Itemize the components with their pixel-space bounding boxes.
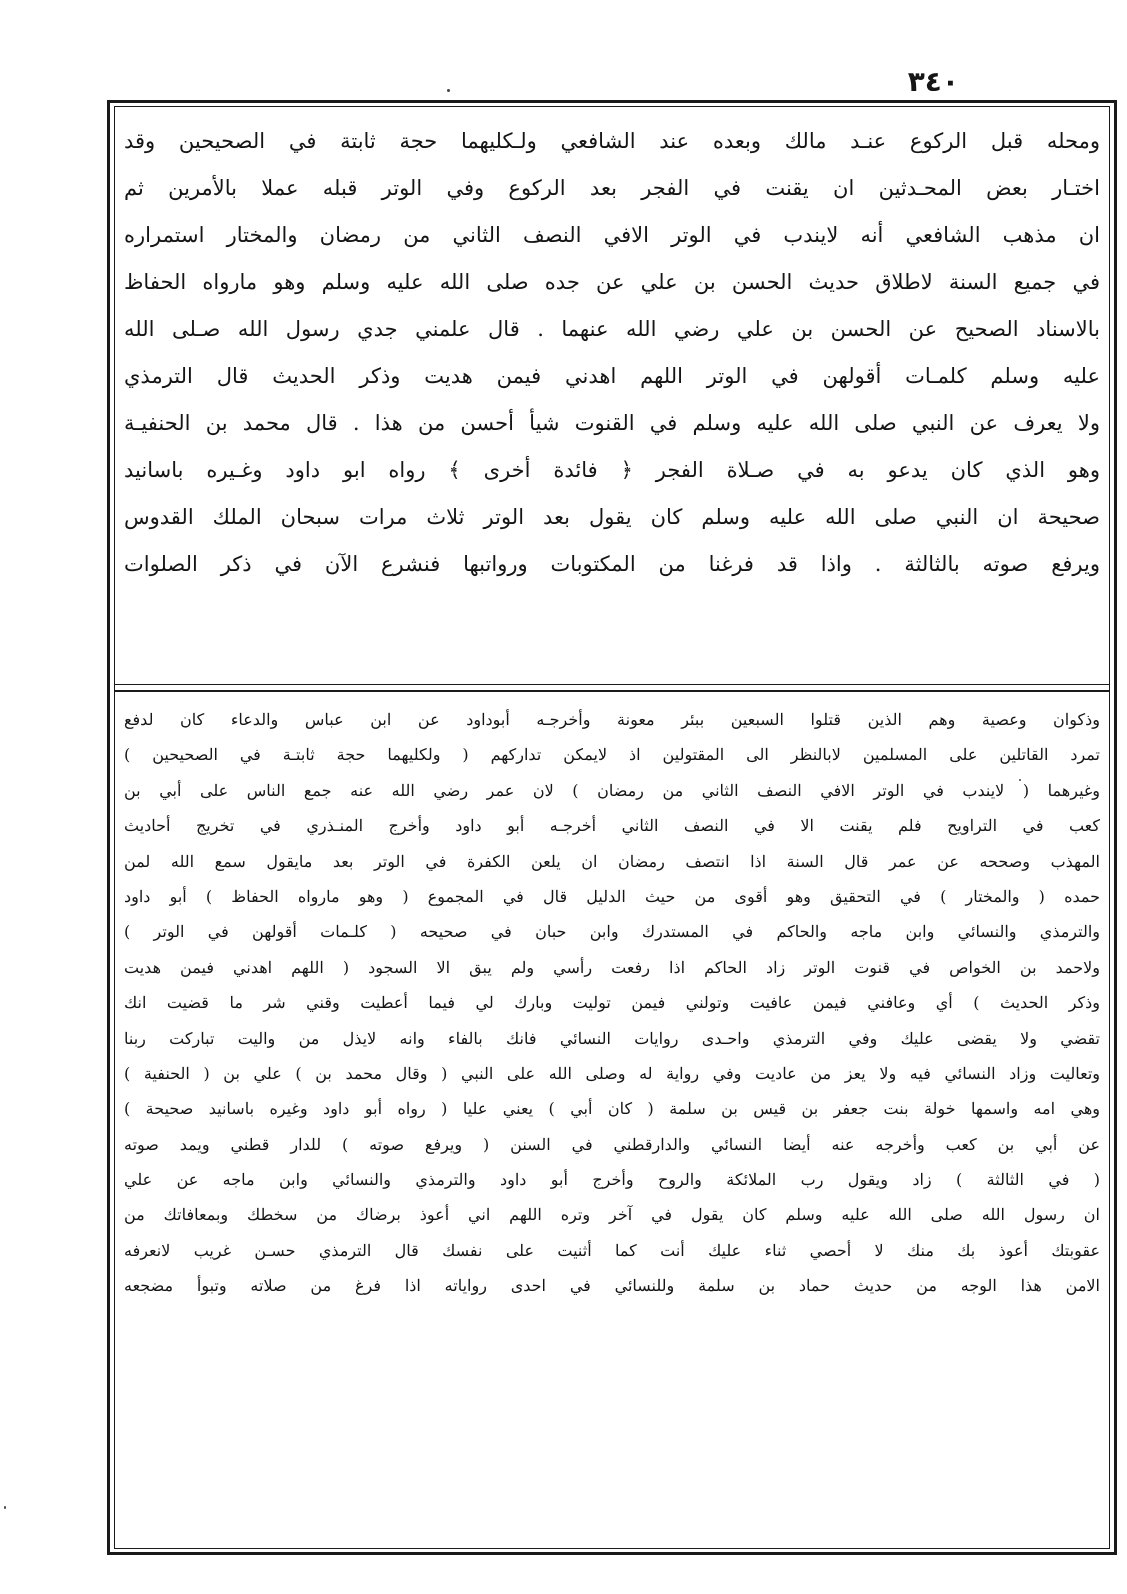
commentary-line: وهي امه واسمها خولة بنت جعفر بن قيس بن سلمة ( كان أبي ) يعني عليا ( رواه أبو داود وغيره باسانيد صحيحة ): [124, 1099, 1100, 1119]
commentary-line: عن أبي بن كعب وأخرجه عنه أيضا النسائي والدارقطني في السنن ( ويرفع صوته ) للدار قطني ويمد صوته: [124, 1134, 1100, 1154]
main-text-line: ان مذهب الشافعي أنه لايندب في الوتر الافي النصف الثاني من رمضان والمختار استمراره: [124, 223, 1100, 247]
commentary-line: الامن هذا الوجه من حديث حماد بن سلمة وللنسائي في احدى رواياته اذا فرغ من صلاته وتبوأ مضجعه: [124, 1276, 1100, 1296]
commentary-line: والترمذي والنسائي وابن ماجه والحاكم في المستدرك وابن حبان في صحيحه ( كلـمات أقولهن في الوتر ): [124, 922, 1100, 942]
commentary-line: ولاحمد بن الخواص في قنوت الوتر زاد الحاكم اذا رفعت رأسي ولم يبق الا السجود ( اللهم اهدني فيمن هديت: [124, 957, 1100, 977]
commentary-line: وذكر الحديث ) أي وعافني فيمن عافيت وتولني فيمن توليت وبارك لي فيما أعطيت وقني شر ما قضيت انك: [124, 993, 1100, 1013]
commentary-line: وغيرهما ( لايندب في الوتر الافي النصف الثاني من رمضان ) لان عمر رضي الله عنه جمع الناس على أبي بن: [124, 780, 1100, 800]
main-text-line: صحيحة ان النبي صلى الله عليه وسلم كان يقول بعد الوتر ثلاث مرات سبحان الملك القدوس: [124, 505, 1100, 529]
section-divider-double: [114, 690, 1110, 692]
main-text-line: اختـار بعض المحـدثين ان يقنت في الفجر بعد الركوع وفي الوتر قبله عملا بالأمرين ثم: [124, 176, 1100, 200]
scan-speck: [4, 1506, 6, 1509]
section-divider: [114, 684, 1110, 685]
commentary-line: وتعاليت وزاد النسائي فيه ولا يعز من عاديت وفي رواية له وصلى الله على النبي ( وقال محمد بن ) علي بن ( الحنفية ): [124, 1063, 1100, 1083]
commentary-line: تمرد القاتلين على المسلمين لابالنظر الى المقتولين اذ لايمكن تداركهم ( ولكليهما حجة ثابتـة في الصحيحين ): [124, 745, 1100, 765]
main-text-line: بالاسناد الصحيح عن الحسن بن علي رضي الله عنهما . قال علمني جدي رسول الله صـلى الله: [124, 317, 1100, 341]
commentary-line: عقوبتك أعوذ بك منك لا أحصي ثناء عليك أنت كما أثنيت على نفسك قال الترمذي حسـن غريب لانعرفه: [124, 1240, 1100, 1260]
commentary-line: حمده ( والمختار ) في التحقيق وهو أقوى من حيث الدليل قال في المجموع ( وهو مارواه الحفاظ ) أبو داود: [124, 886, 1100, 906]
commentary-line: وذكوان وعصية وهم الذين قتلوا السبعين ببئر معونة وأخرجـه أبوداود عن ابن عباس والدعاء كان لدفع: [124, 710, 1100, 729]
main-text-line: ومحله قبل الركوع عنـد مالك وبعده عند الشافعي ولـكليهما حجة ثابتة في الصحيحين وقد: [124, 129, 1100, 153]
commentary-line: ( في الثالثة ) زاد ويقول رب الملائكة والروح وأخرج أبو داود والترمذي والنسائي وابن ماجه عن علي: [124, 1170, 1100, 1190]
commentary-line: ان رسول الله صلى الله عليه وسلم كان يقول في آخر وتره اللهم اني أعوذ برضاك من سخطك وبمعافاتك من: [124, 1205, 1100, 1225]
scan-speck: [1019, 779, 1021, 781]
main-text-line: وهو الذي كان يدعو به في صـلاة الفجر ﴿ فائدة أخرى ﴾ رواه ابو داود وغـيره باسانيد: [124, 458, 1100, 482]
commentary-line: المهذب وصححه عن عمر قال السنة اذا انتصف رمضان ان يلعن الكفرة في الوتر بعد مايقول سمع الله لمن: [124, 851, 1100, 871]
scan-speck: [447, 89, 450, 92]
main-text-line: عليه وسلم كلمـات أقولهن في الوتر اللهم اهدني فيمن هديت وذكر الحديث قال الترمذي: [124, 364, 1100, 388]
commentary-line: تقضي ولا يقضى عليك وفي الترمذي واحـدى روايات النسائي فانك بالفاء وانه لايذل من واليت تباركت ربنا: [124, 1028, 1100, 1048]
page-number: ٣٤٠: [907, 65, 959, 98]
commentary-line: كعب في التراويح فلم يقنت الا في النصف الثاني أخرجـه أبو داود وأخرج المنـذري في تخريج أحاديث: [124, 816, 1100, 836]
main-text-block: [124, 118, 1100, 678]
main-text-line: ولا يعرف عن النبي صلى الله عليه وسلم في القنوت شيأ أحسن من هذا . قال محمد بن الحنفيـة: [124, 411, 1100, 435]
main-text-line: ويرفع صوته بالثالثة . واذا قد فرغنا من المكتوبات ورواتبها فنشرع الآن في ذكر الصلوات: [124, 552, 1100, 576]
main-text-line: في جميع السنة لاطلاق حديث الحسن بن علي عن جده صلى الله عليه وسلم وهو مارواه الحفاظ: [124, 270, 1100, 294]
commentary-text-block: [124, 702, 1100, 1544]
